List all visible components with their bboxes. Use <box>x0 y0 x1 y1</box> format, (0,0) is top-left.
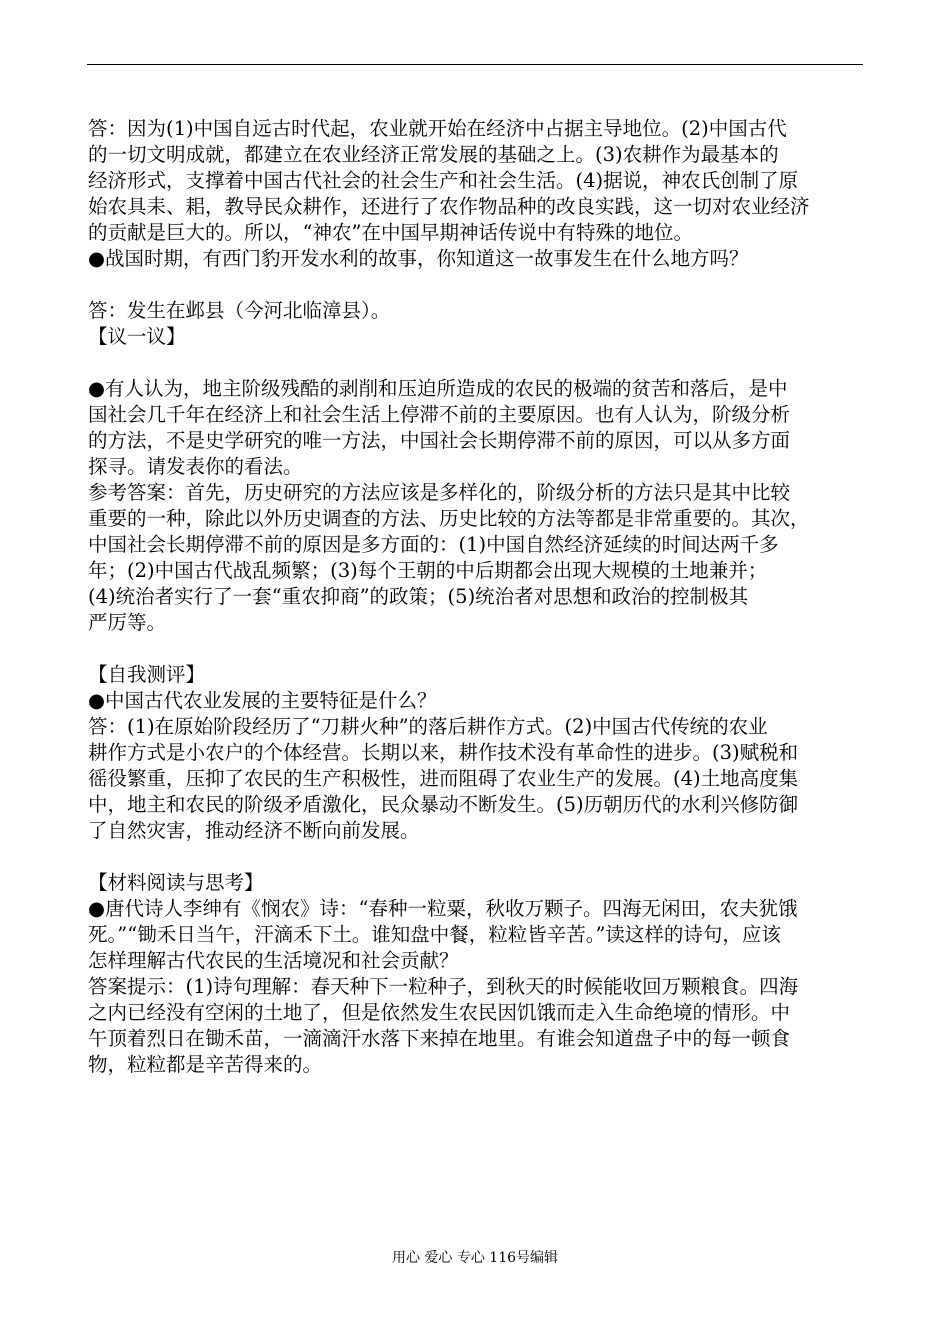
text-line: 的贡献是巨大的。所以，“神农”在中国早期神话传说中有特殊的地位。 <box>88 221 693 244</box>
text-line: ●战国时期，有西门豹开发水利的故事，你知道这一故事发生在什么地方吗？ <box>88 247 749 270</box>
text-line: 答案提示：(1)诗句理解：春天种下一粒种子，到秋天的时候能收回万颗粮食。四海 <box>88 975 799 998</box>
blank-line <box>88 636 868 662</box>
text-line: 中国社会长期停滞不前的原因是多方面的：(1)中国自然经济延续的时间达两千多 <box>88 533 779 556</box>
text-line: 年；(2)中国古代战乱频繁；(3)每个王朝的中后期都会出现大规模的土地兼并； <box>88 559 768 582</box>
text-line: 答：发生在邺县（今河北临漳县）。 <box>88 299 391 322</box>
blank-line <box>88 272 868 298</box>
text-line: 参考答案：首先，历史研究的方法应该是多样化的，阶级分析的方法只是其中比较 <box>88 481 791 504</box>
document-body <box>88 116 868 1078</box>
text-line: 死。”“锄禾日当午，汗滴禾下土。谁知盘中餐，粒粒皆辛苦。”读这样的诗句，应该 <box>88 923 781 946</box>
text-line: 徭役繁重，压抑了农民的生产积极性，进而阻碍了农业生产的发展。(4)土地高度集 <box>88 767 799 790</box>
text-line: 午顶着烈日在锄禾苗，一滴滴汗水落下来掉在地里。有谁会知道盘子中的每一顿食 <box>88 1027 791 1050</box>
text-line: (4)统治者实行了一套“重农抑商”的政策；(5)统治者对思想和政治的控制极其 <box>88 585 749 608</box>
text-line: 怎样理解古代农民的生活境况和社会贡献？ <box>88 949 459 972</box>
text-line: 之内已经没有空闲的土地了，但是依然发生农民因饥饿而走入生命绝境的情形。中 <box>88 1001 791 1024</box>
text-line: ●中国古代农业发展的主要特征是什么？ <box>88 689 437 712</box>
text-line: 答：因为(1)中国自远古时代起，农业就开始在经济中占据主导地位。(2)中国古代 <box>88 117 787 140</box>
text-line: 【材料阅读与思考】 <box>88 871 264 894</box>
text-line: ●唐代诗人李绅有《悯农》诗：“春种一粒粟，秋收万颗子。四海无闲田，农夫犹饿 <box>88 897 798 920</box>
text-line: 重要的一种，除此以外历史调查的方法、历史比较的方法等都是非常重要的。其次， <box>88 507 810 530</box>
text-line: 耕作方式是小农户的个体经营。长期以来，耕作技术没有革命性的进步。(3)赋税和 <box>88 741 799 764</box>
text-line: 严厉等。 <box>88 611 167 634</box>
text-line: 【议一议】 <box>88 325 186 348</box>
text-line: 始农具耒、耜，教导民众耕作，还进行了农作物品种的改良实践，这一切对农业经济 <box>88 195 810 218</box>
text-line: 中，地主和农民的阶级矛盾激化，民众暴动不断发生。(5)历朝历代的水利兴修防御 <box>88 793 799 816</box>
text-line: 答：(1)在原始阶段经历了“刀耕火种”的落后耕作方式。(2)中国古代传统的农业 <box>88 715 768 738</box>
text-line: 国社会几千年在经济上和社会生活上停滞不前的主要原因。也有人认为，阶级分析 <box>88 403 791 426</box>
text-line: 物，粒粒都是辛苦得来的。 <box>88 1053 323 1076</box>
text-line: 【自我测评】 <box>88 663 206 686</box>
page-footer: 用心 爱心 专心 116号编辑 <box>391 1250 559 1266</box>
text-line: ●有人认为，地主阶级残酷的剥削和压迫所造成的农民的极端的贫苦和落后，是中 <box>88 377 788 400</box>
text-line: 探寻。请发表你的看法。 <box>88 455 303 478</box>
text-line: 了自然灾害，推动经济不断向前发展。 <box>88 819 420 842</box>
blank-line <box>88 350 868 376</box>
blank-line <box>88 844 868 870</box>
header-rule <box>87 64 863 65</box>
text-line: 的方法，不是史学研究的唯一方法，中国社会长期停滞不前的原因，可以从多方面 <box>88 429 791 452</box>
text-line: 经济形式，支撑着中国古代社会的社会生产和社会生活。(4)据说，神农氏创制了原 <box>88 169 799 192</box>
text-line: 的一切文明成就，都建立在农业经济正常发展的基础之上。(3)农耕作为最基本的 <box>88 143 779 166</box>
